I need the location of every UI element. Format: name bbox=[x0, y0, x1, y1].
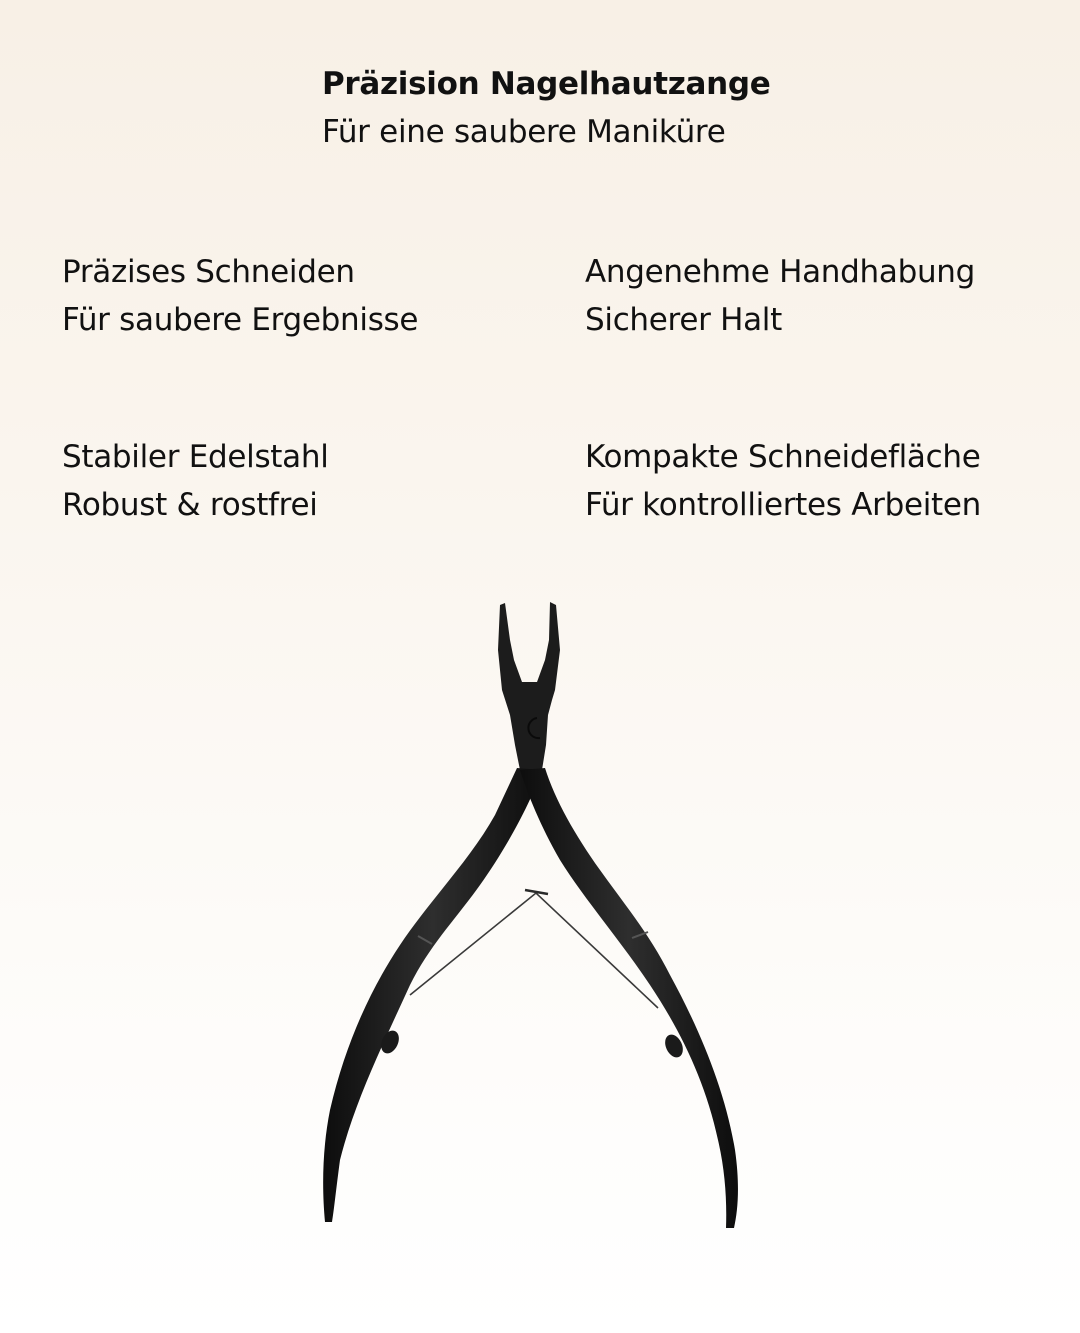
feature-description: Für saubere Ergebnisse bbox=[62, 302, 419, 338]
feature-stainless-steel bbox=[62, 433, 329, 529]
feature-description: Robust & rostfrei bbox=[62, 487, 318, 523]
page-subtitle: Für eine saubere Maniküre bbox=[322, 114, 726, 150]
feature-description: Sicherer Halt bbox=[585, 302, 782, 338]
feature-title: Angenehme Handhabung bbox=[585, 254, 976, 290]
feature-comfortable-handling bbox=[585, 248, 975, 344]
feature-compact-cutting-surface bbox=[585, 433, 981, 529]
feature-title: Präzises Schneiden bbox=[62, 254, 355, 290]
feature-title: Stabiler Edelstahl bbox=[62, 439, 329, 475]
feature-precise-cutting bbox=[62, 248, 418, 344]
cuticle-nipper-icon bbox=[300, 590, 780, 1240]
page-title: Präzision Nagelhautzange bbox=[322, 66, 771, 102]
product-image bbox=[300, 590, 780, 1240]
feature-description: Für kontrolliertes Arbeiten bbox=[585, 487, 982, 523]
feature-title: Kompakte Schneidefläche bbox=[585, 439, 981, 475]
header bbox=[322, 62, 770, 158]
